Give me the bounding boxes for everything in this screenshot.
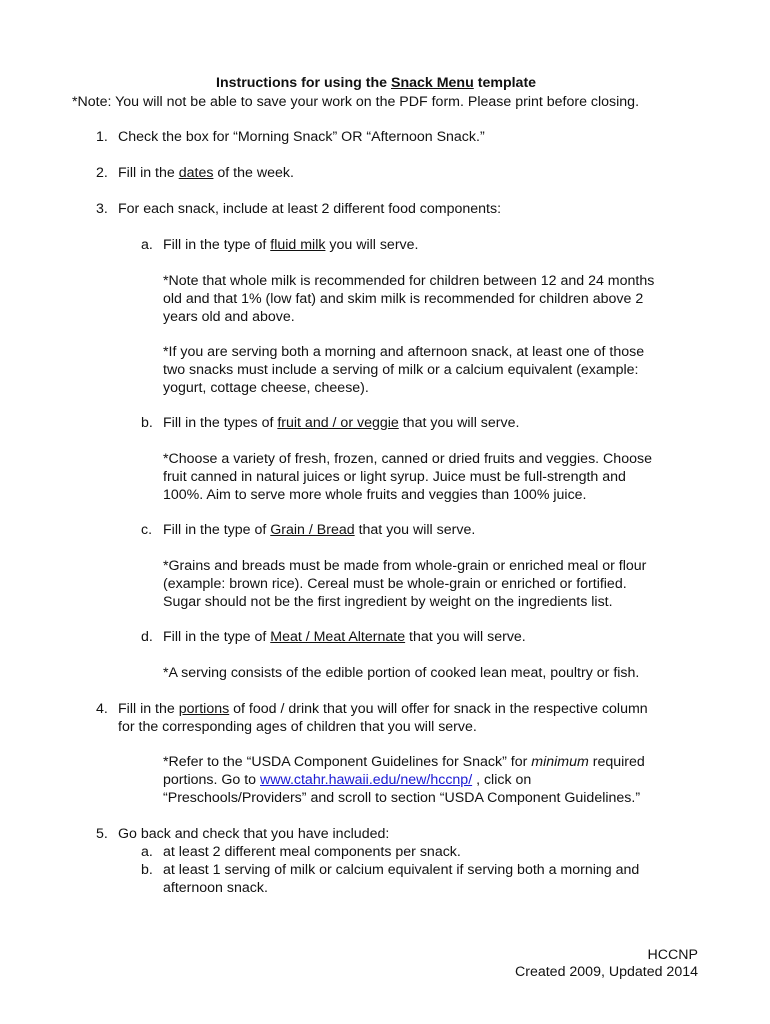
step-3c-note-line: (example: brown rice). Cereal must be whole-grain or enriched or fortified. [163, 576, 627, 592]
step-3a-note1-line: old and that 1% (low fat) and skim milk is recommended for children above 2 [163, 291, 644, 307]
step-4-note-pre: *Refer to the “USDA Component Guidelines for Snack” for [163, 754, 532, 770]
step-3d-text [163, 628, 526, 646]
step-3a-note1-line: *Note that whole milk is recommended for children between 12 and 24 months [163, 273, 655, 289]
step-2-post: of the week. [213, 165, 294, 181]
step-3d-letter: d. [141, 629, 153, 645]
step-4-note-post: required [588, 754, 645, 770]
step-3a-note2-line: yogurt, cottage cheese, cheese). [163, 380, 369, 396]
step-4-pre: Fill in the [118, 701, 179, 717]
step-5-number: 5. [96, 826, 108, 842]
step-2-pre: Fill in the [118, 165, 179, 181]
step-4-note-emphasis: minimum [531, 754, 589, 770]
step-1-number: 1. [96, 129, 108, 145]
title-underlined: Snack Menu [390, 75, 474, 91]
step-3b-text [163, 414, 519, 432]
page-title [216, 74, 536, 92]
step-3c-text [163, 521, 475, 539]
title-pre: Instructions for using the [216, 75, 391, 91]
step-3b-note-line: fruit canned in natural juices or light syrup. Juice must be full-strength and [163, 469, 626, 485]
step-3c-letter: c. [141, 522, 153, 538]
step-4-note-line3: “Preschools/Providers” and scroll to section “USDA Component Guidelines.” [163, 790, 641, 806]
footer-date: Created 2009, Updated 2014 [514, 964, 698, 980]
step-4-number: 4. [96, 701, 108, 717]
step-4-note-line1 [163, 753, 645, 771]
footer-org: HCCNP [647, 947, 698, 963]
step-3b-note-line: *Choose a variety of fresh, frozen, canned or dried fruits and veggies. Choose [163, 451, 652, 467]
step-5b-text: at least 1 serving of milk or calcium equivalent if serving both a morning and [163, 862, 640, 878]
step-3c-pre: Fill in the type of [163, 522, 271, 538]
step-2-text [118, 164, 294, 182]
step-2-number: 2. [96, 165, 108, 181]
step-3a-note2-line: two snacks must include a serving of milk or a calcium equivalent (example: [163, 362, 639, 378]
step-4-note2-post: , click on [472, 772, 532, 788]
title-post: template [473, 75, 537, 91]
step-3b-letter: b. [141, 415, 153, 431]
step-3a-underlined: fluid milk [270, 237, 326, 253]
step-4-text [118, 700, 648, 718]
step-2-underlined: dates [178, 165, 214, 181]
step-1-text: Check the box for “Morning Snack” OR “Afternoon Snack.” [118, 129, 485, 145]
step-3d-underlined: Meat / Meat Alternate [270, 629, 406, 645]
step-3b-note-line: 100%. Aim to serve more whole fruits and veggies than 100% juice. [163, 487, 587, 503]
step-4-note2-pre: portions. Go to [163, 772, 260, 788]
step-3b-underlined: fruit and / or veggie [277, 415, 399, 431]
step-3a-text [163, 236, 418, 254]
step-3a-letter: a. [141, 237, 153, 253]
step-4-underlined: portions [178, 701, 230, 717]
step-3b-pre: Fill in the types of [163, 415, 278, 431]
step-3c-note-line: *Grains and breads must be made from whole-grain or enriched meal or flour [163, 558, 647, 574]
hccnp-website-link[interactable]: www.ctahr.hawaii.edu/new/hccnp/ [260, 772, 473, 788]
step-3-number: 3. [96, 201, 108, 217]
save-note: *Note: You will not be able to save your work on the PDF form. Please print before closing. [72, 94, 640, 110]
step-4-note-line2 [163, 771, 531, 789]
step-3a-post: you will serve. [325, 237, 419, 253]
step-3a-pre: Fill in the type of [163, 237, 271, 253]
step-4-text-line2: for the corresponding ages of children that you will serve. [118, 719, 477, 735]
step-3c-post: that you will serve. [354, 522, 476, 538]
step-5a-text: at least 2 different meal components per snack. [163, 844, 461, 860]
step-3d-note: *A serving consists of the edible portion of cooked lean meat, poultry or fish. [163, 665, 640, 681]
step-3d-pre: Fill in the type of [163, 629, 271, 645]
step-3a-note2-line: *If you are serving both a morning and afternoon snack, at least one of those [163, 344, 645, 360]
step-5a-letter: a. [141, 844, 153, 860]
step-3d-post: that you will serve. [405, 629, 526, 645]
step-4-post: of food / drink that you will offer for snack in the respective column [229, 701, 648, 717]
step-3b-post: that you will serve. [398, 415, 520, 431]
step-3a-note1-line: years old and above. [163, 309, 295, 325]
step-5-text: Go back and check that you have included: [118, 826, 390, 842]
step-3-text: For each snack, include at least 2 different food components: [118, 201, 502, 217]
step-5b-text-line2: afternoon snack. [163, 880, 268, 896]
step-3c-note-line: Sugar should not be the first ingredient by weight on the ingredients list. [163, 594, 613, 610]
step-5b-letter: b. [141, 862, 153, 878]
step-3c-underlined: Grain / Bread [270, 522, 355, 538]
